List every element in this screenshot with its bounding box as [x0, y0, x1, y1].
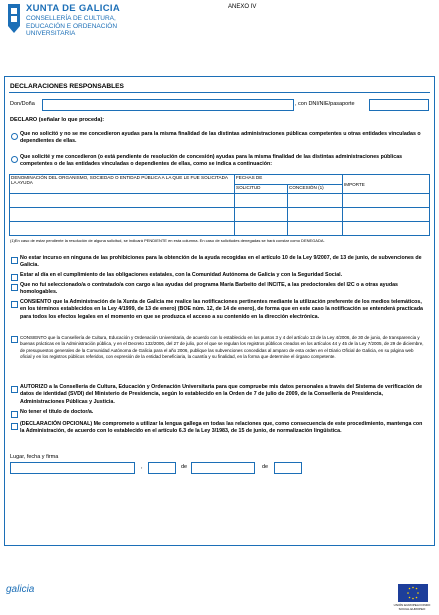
month-input[interactable]	[191, 462, 255, 474]
check-publication[interactable]	[11, 336, 18, 343]
don-label: Don/Doña	[10, 101, 35, 107]
section-title: DECLARACIONES RESPONSABLES	[10, 83, 124, 90]
check-no-doctor[interactable]	[11, 411, 18, 418]
org-name: XUNTA DE GALICIA	[26, 3, 120, 14]
radio-aid-label: Que solicité y me concedieron (o está pendiente de resolución de concesión) ayudas para la misma finalidad de las distintas administraciones públicas competentes o de las entidades vinculadas o dependientes de ellas, como se indica a continuación:	[20, 154, 403, 168]
day-input[interactable]	[148, 462, 176, 474]
anexo-label: ANEXO IV	[228, 4, 257, 10]
col-solicitud-header: SOLICITUD	[235, 185, 288, 194]
check-authorize-label: AUTORIZO a la Consellería de Cultura, Educación y Ordenación Universitaria para que compruebe mis datos personales a través del Sistema de verificación de datos de identidad (SVDI) del Ministerio de Presidencia, según lo establecido en la Orden de 7 de julio de 2009, de la Consellería de Presidencia, Administraciones Públicas y Justicia.	[20, 384, 423, 405]
check-no-prohibitions-label: No estar incurso en ninguna de las prohibiciones para la obtención de la ayuda recogidas en el artículo 10 de la Ley 9/2007, de 13 de junio, de subvenciones de Galicia.	[20, 255, 422, 269]
section-divider	[9, 92, 430, 93]
radio-aid[interactable]	[11, 156, 18, 163]
check-obligations[interactable]	[11, 274, 18, 281]
check-no-prohibitions[interactable]	[11, 257, 18, 264]
col-dates-header: FECHAS DE	[235, 175, 343, 185]
eu-flag-icon	[398, 584, 428, 602]
col-org-header: DENOMINACIÓN DEL ORGANISMO, SOCIEDAD O ENTIDAD PÚBLICA A LA QUE LE FUE SOLICITADA LA AYUDA	[10, 175, 235, 194]
name-input[interactable]	[42, 99, 294, 111]
check-authorize[interactable]	[11, 386, 18, 393]
department-name: CONSELLERÍA DE CULTURA, EDUCACIÓN E ORDENACIÓN UNIVERSITARIA	[26, 15, 118, 37]
aid-table	[9, 174, 430, 236]
table-row	[10, 208, 430, 222]
check-notifications[interactable]	[11, 301, 18, 308]
check-not-selected[interactable]	[11, 284, 18, 291]
check-not-selected-label: Que no fui seleccionado/a o contratado/a con cargo a las ayudas del programa María Barbeito del INCITE, a las predoctorales del I2C o a otras ayudas homologables.	[20, 282, 398, 296]
xunta-logo-icon	[6, 4, 22, 34]
table-row	[10, 194, 430, 208]
radio-no-aid-label: Que no solicitó y no se me concedieron ayudas para la misma finalidad de las distintas administraciones públicas competentes u otras entidades vinculadas o dependientes de ellas.	[20, 131, 421, 145]
col-importe-header: IMPORTE	[343, 175, 430, 194]
table-footnote: (1)En caso de estar pendiente la resolución de alguna solicitud, se indicará PENDIENTE en esta columna. En caso de solicitudes denegadas se hará constar como DENEGADA.	[10, 238, 325, 243]
declaro-label: DECLARO (señalar lo que proceda):	[10, 117, 105, 123]
check-galician-label: (DECLARACIÓN OPCIONAL) Me comprometo a utilizar la lengua gallega en todas las relaciones que, como consecuencia de este procedimiento, mantenga con la Administración, de acuerdo con lo establecido en el artículo 6.3 de la Ley 3/1983, de 15 de junio, de normalización lingüística.	[20, 421, 423, 435]
table-row	[10, 222, 430, 236]
check-no-doctor-label: No tener el título de doctor/a.	[20, 409, 94, 415]
place-input[interactable]	[10, 462, 135, 474]
check-publication-label: CONSIENTO que la Consellería de Cultura, Educación y Ordenación Universitaria, de acuerdo con lo establecido en los puntos 3 y 4 del artículo 13 de la Ley 4/2006, de 30 de junio, de transparencia y buenas prácticas en la Administración pública, y en el Decreto 132/2006, del 27 de julio, por el que se regulan los registros públicos creados en los artículos 44 y 45 de la Ley 7/2005, de 29 de diciembre, de presupuestos generales de la Comunidad Autónoma de Galicia para el año 2006, publique las subvenciones concedidas al amparo de esta orden en el Diario Oficial de Galicia, en su página web oficial y en los registros públicos referidos, con expresión de la entidad beneficiaria, la cuantía y su finalidad, en la forma que determine el órgano competente.	[20, 335, 424, 359]
col-concesion-header: CONCESIÓN (1)	[288, 185, 343, 194]
year-input[interactable]	[274, 462, 302, 474]
check-obligations-label: Estar al día en el cumplimiento de las obligaciones estatales, con la Comunidad Autónoma de Galicia y con la Seguridad Social.	[20, 272, 343, 278]
dni-input[interactable]	[369, 99, 429, 111]
check-galician[interactable]	[11, 423, 18, 430]
de-label-1: de	[181, 464, 188, 470]
radio-no-aid[interactable]	[11, 133, 18, 140]
date-comma: ,	[141, 464, 143, 470]
galicia-logo: galicia	[6, 584, 35, 595]
eu-caption: UNIÓN EUROPEA FONDO SOCIAL EUROPEO	[393, 603, 431, 611]
de-label-2: de	[262, 464, 269, 470]
check-notifications-label: CONSIENTO que la Administración de la Xunta de Galicia me realice las notificaciones pertinentes mediante la utilización preferente de los medios telemáticos, en los términos establecidos en la Ley 4/1999, de 13 de enero) (BOE núm. 12, de 14 de enero), de forma que en este caso la notificación se entenderá practicada para todos los efectos legales en el momento en que se produzca el acceso a su contenido en la dirección electrónica.	[20, 299, 424, 320]
dni-label: , con DNI/NIE/pasaporte	[295, 101, 355, 107]
place-date-label: Lugar, fecha y firma	[10, 454, 59, 460]
